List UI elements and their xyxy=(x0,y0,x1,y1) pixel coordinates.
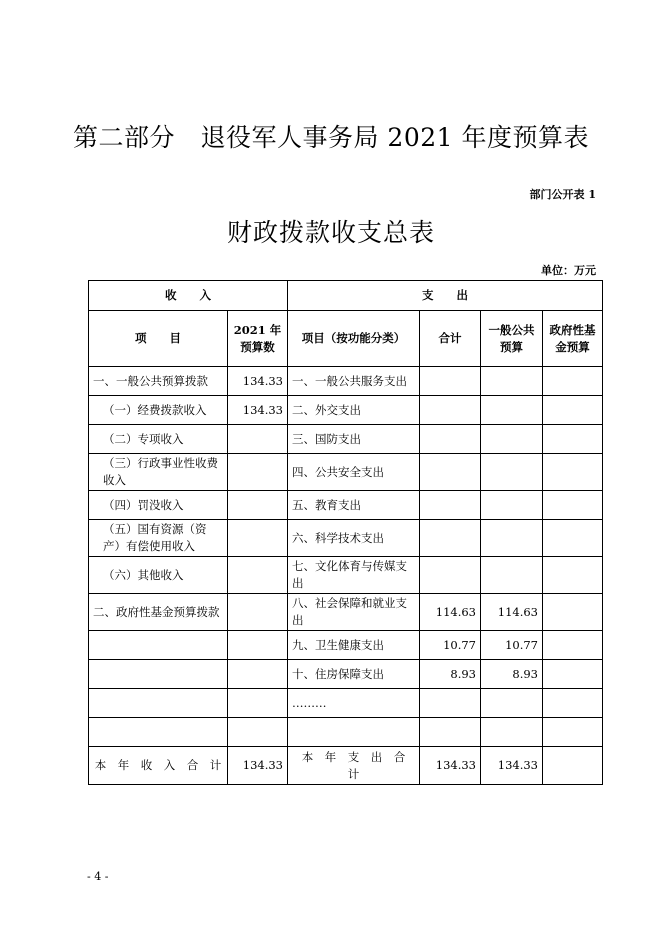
expense-fund-cell xyxy=(543,631,603,660)
expense-total-cell xyxy=(420,367,481,396)
income-total-amount: 134.33 xyxy=(228,747,288,785)
expense-total-label: 本 年 支 出 合 计 xyxy=(288,747,420,785)
expense-total-cell xyxy=(420,520,481,557)
income-item-cell xyxy=(89,689,228,718)
expense-total-cell xyxy=(420,396,481,425)
expense-item-cell: 十、住房保障支出 xyxy=(288,660,420,689)
page-number: - 4 - xyxy=(87,870,109,883)
expense-general-cell xyxy=(481,491,543,520)
income-item-cell: （六）其他收入 xyxy=(89,557,228,594)
table-row xyxy=(89,367,603,396)
expense-general-cell xyxy=(481,718,543,747)
income-amount-cell: 134.33 xyxy=(228,367,288,396)
expense-general-cell: 114.63 xyxy=(481,594,543,631)
table-row xyxy=(89,396,603,425)
expense-fund-cell xyxy=(543,520,603,557)
expense-item-cell xyxy=(288,718,420,747)
income-section-header: 收 入 xyxy=(89,281,288,311)
expense-item-cell: 七、文化体育与传媒支出 xyxy=(288,557,420,594)
income-item-cell: 一、一般公共预算拨款 xyxy=(89,367,228,396)
expense-general-cell xyxy=(481,425,543,454)
table-title: 财政拨款收支总表 xyxy=(226,218,435,247)
income-amount-cell xyxy=(228,594,288,631)
table-row xyxy=(89,594,603,631)
expense-total-cell xyxy=(420,689,481,718)
table-body xyxy=(89,281,603,785)
income-item-cell: （二）专项收入 xyxy=(89,425,228,454)
income-amount-cell xyxy=(228,660,288,689)
income-amount-cell xyxy=(228,631,288,660)
expense-fund-cell xyxy=(543,660,603,689)
expense-fund-cell xyxy=(543,367,603,396)
expense-general-cell xyxy=(481,396,543,425)
totals-row xyxy=(89,747,603,785)
unit-label: 单位：万元 xyxy=(541,264,596,277)
expense-item-cell: 三、国防支出 xyxy=(288,425,420,454)
income-item-cell xyxy=(89,718,228,747)
expense-section-header: 支 出 xyxy=(288,281,603,311)
col-header-budget-2021: 2021 年预算数 xyxy=(228,311,288,367)
expense-total-cell xyxy=(420,454,481,491)
income-amount-cell xyxy=(228,718,288,747)
income-item-cell xyxy=(89,631,228,660)
expense-total-cell xyxy=(420,557,481,594)
expense-total-cell: 8.93 xyxy=(420,660,481,689)
col-header-general-budget: 一般公共预算 xyxy=(481,311,543,367)
expense-general-cell: 10.77 xyxy=(481,631,543,660)
expense-item-cell: 五、教育支出 xyxy=(288,491,420,520)
table-row xyxy=(89,491,603,520)
income-item-cell: （三）行政事业性收费收入 xyxy=(89,454,228,491)
expense-general-cell xyxy=(481,520,543,557)
expense-total-amount: 134.33 xyxy=(420,747,481,785)
expense-fund-cell xyxy=(543,491,603,520)
expense-fund-cell xyxy=(543,594,603,631)
table-row xyxy=(89,718,603,747)
expense-fund-cell xyxy=(543,718,603,747)
table-row xyxy=(89,425,603,454)
table-row xyxy=(89,631,603,660)
expense-fund-cell xyxy=(543,454,603,491)
expense-item-cell: 八、社会保障和就业支出 xyxy=(288,594,420,631)
col-header-item: 项 目 xyxy=(89,311,228,367)
expense-total-cell xyxy=(420,491,481,520)
expense-item-cell: 六、科学技术支出 xyxy=(288,520,420,557)
expense-fund-total xyxy=(543,747,603,785)
income-amount-cell xyxy=(228,557,288,594)
income-amount-cell: 134.33 xyxy=(228,396,288,425)
expense-total-cell: 10.77 xyxy=(420,631,481,660)
income-item-cell: （四）罚没收入 xyxy=(89,491,228,520)
table-row xyxy=(89,557,603,594)
expense-item-cell: 四、公共安全支出 xyxy=(288,454,420,491)
expense-general-cell xyxy=(481,367,543,396)
expense-item-cell: 九、卫生健康支出 xyxy=(288,631,420,660)
expense-fund-cell xyxy=(543,425,603,454)
expense-fund-cell xyxy=(543,557,603,594)
expense-general-cell xyxy=(481,454,543,491)
income-item-cell: 二、政府性基金预算拨款 xyxy=(89,594,228,631)
col-header-func-item: 项目（按功能分类） xyxy=(288,311,420,367)
income-item-cell xyxy=(89,660,228,689)
expense-item-cell: ……… xyxy=(288,689,420,718)
table-row xyxy=(89,520,603,557)
income-item-cell: （一）经费拨款收入 xyxy=(89,396,228,425)
table-row xyxy=(89,660,603,689)
expense-total-cell xyxy=(420,425,481,454)
col-header-total: 合计 xyxy=(420,311,481,367)
expense-fund-cell xyxy=(543,396,603,425)
income-amount-cell xyxy=(228,689,288,718)
expense-general-cell: 8.93 xyxy=(481,660,543,689)
income-total-label: 本 年 收 入 合 计 xyxy=(89,747,228,785)
page-title: 第二部分 退役军人事务局 2021 年度预算表 xyxy=(72,123,590,152)
table-row xyxy=(89,689,603,718)
expense-item-cell: 二、外交支出 xyxy=(288,396,420,425)
expense-total-cell: 114.63 xyxy=(420,594,481,631)
form-code: 部门公开表 1 xyxy=(529,188,596,201)
income-item-cell: （五）国有资源（资产）有偿使用收入 xyxy=(89,520,228,557)
expense-general-cell xyxy=(481,557,543,594)
expense-item-cell: 一、一般公共服务支出 xyxy=(288,367,420,396)
income-amount-cell xyxy=(228,454,288,491)
income-amount-cell xyxy=(228,491,288,520)
table-row xyxy=(89,454,603,491)
expense-total-cell xyxy=(420,718,481,747)
expense-general-total: 134.33 xyxy=(481,747,543,785)
expense-general-cell xyxy=(481,689,543,718)
income-amount-cell xyxy=(228,520,288,557)
header-row-sections xyxy=(89,281,603,311)
expense-fund-cell xyxy=(543,689,603,718)
header-row-columns xyxy=(89,311,603,367)
budget-table xyxy=(88,280,603,785)
income-amount-cell xyxy=(228,425,288,454)
col-header-fund-budget: 政府性基金预算 xyxy=(543,311,603,367)
